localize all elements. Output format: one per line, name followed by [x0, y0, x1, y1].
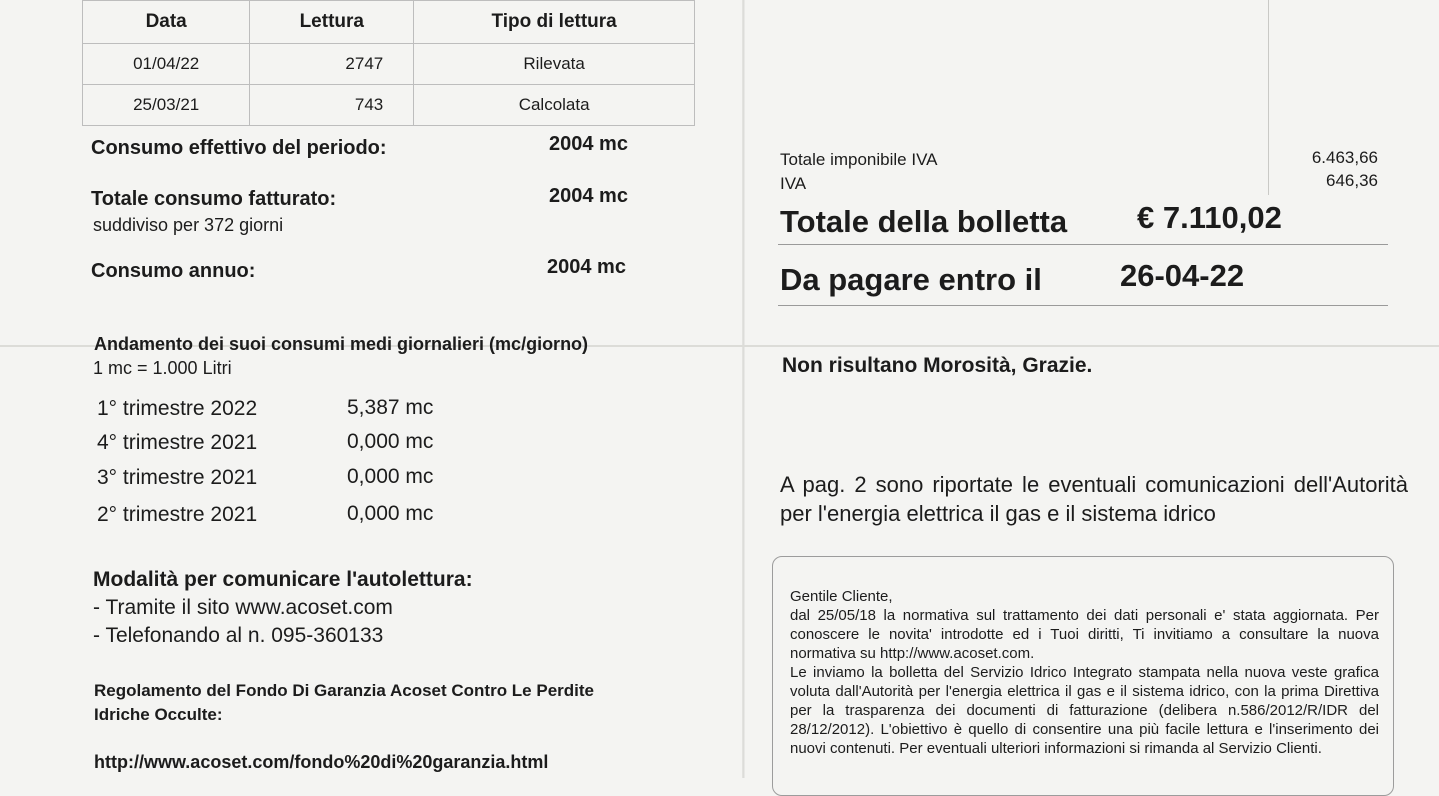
table-row: [83, 44, 695, 85]
due-separator: [778, 305, 1388, 306]
taxable-value: 6.463,66: [1311, 148, 1378, 167]
quarter-label: 3° trimestre 2021: [97, 466, 258, 489]
guarantee-fund-title-line1: Regolamento del Fondo Di Garanzia Acoset Contro Le Perdite: [94, 681, 594, 700]
bill-total-value: € 7.110,02: [1137, 200, 1282, 235]
self-reading-website: - Tramite il sito www.acoset.com: [93, 596, 393, 619]
quarter-label: 1° trimestre 2022: [97, 397, 258, 420]
readings-table: [82, 0, 695, 126]
arrears-message: Non risultano Morosità, Grazie.: [782, 354, 1093, 377]
quarter-value: 0,000 mc: [347, 430, 434, 453]
split-days-note: suddiviso per 372 giorni: [93, 215, 284, 235]
effective-consumption-label: Consumo effettivo del periodo:: [91, 137, 387, 159]
bill-total-label: Totale della bolletta: [780, 204, 1068, 239]
billed-consumption-label: Totale consumo fatturato:: [91, 188, 337, 210]
self-reading-title: Modalità per comunicare l'autolettura:: [93, 568, 473, 591]
taxable-label: Totale imponibile IVA: [780, 150, 938, 169]
header-reading-type: Tipo di lettura: [414, 1, 695, 44]
table-header-row: [83, 1, 695, 44]
header-reading: Lettura: [250, 1, 414, 44]
customer-notice-box: [772, 556, 1394, 796]
row-date: 01/04/22: [83, 44, 250, 85]
paper-fold-vertical: [742, 0, 745, 778]
row-reading: 2747: [250, 44, 414, 85]
annual-consumption-value: 2004 mc: [547, 256, 626, 278]
annual-consumption-label: Consumo annuo:: [91, 260, 256, 282]
liters-conversion: 1 mc = 1.000 Litri: [93, 358, 232, 378]
authority-info: A pag. 2 sono riportate le eventuali comunicazioni dell'Autorità per l'energia elettrica il gas e il sistema idrico: [780, 472, 1408, 526]
notice-greeting: Gentile Cliente,: [790, 588, 893, 605]
vat-value: 646,36: [1326, 171, 1378, 190]
row-reading: 743: [250, 85, 414, 126]
effective-consumption-value: 2004 mc: [549, 133, 628, 155]
due-date-label: Da pagare entro il: [780, 262, 1042, 297]
guarantee-fund-link[interactable]: http://www.acoset.com/fondo%20di%20garanzia.html: [94, 752, 549, 772]
daily-trend-title: Andamento dei suoi consumi medi giornalieri (mc/giorno): [94, 334, 589, 354]
billed-consumption-value: 2004 mc: [549, 185, 628, 207]
self-reading-phone: - Telefonando al n. 095-360133: [93, 624, 384, 647]
notice-paragraph-billing: Le inviamo la bolletta del Servizio Idrico Integrato stampata nella nuova veste grafica voluta dall'Autorità per l'energia elettrica il gas e il sistema idrico, con la prima Direttiva per la trasparenza dei documenti di fatturazione (delibera n.586/2012/R/IDR del 28/12/2012). L'obiettivo è quello di consentire una più facile lettura e l'inserimento dei nuovi contenuti. Per eventuali ulteriori informazioni si rimanda al Servizio Clienti.: [790, 664, 1379, 757]
vat-label: IVA: [780, 174, 807, 193]
quarter-label: 2° trimestre 2021: [97, 503, 258, 526]
row-date: 25/03/21: [83, 85, 250, 126]
table-row: [83, 85, 695, 126]
quarter-value: 5,387 mc: [347, 396, 434, 419]
due-date-value: 26-04-22: [1120, 258, 1245, 293]
quarter-label: 4° trimestre 2021: [97, 431, 258, 454]
guarantee-fund-title-line2: Idriche Occulte:: [94, 705, 223, 724]
quarter-value: 0,000 mc: [347, 502, 434, 525]
row-type: Calcolata: [414, 85, 695, 126]
row-type: Rilevata: [414, 44, 695, 85]
header-date: Data: [83, 1, 250, 44]
quarter-value: 0,000 mc: [347, 465, 434, 488]
total-separator: [778, 244, 1388, 245]
notice-paragraph-privacy: dal 25/05/18 la normativa sul trattamento dei dati personali e' stata aggiornata. Per conoscere le novita' introdotte ed i Tuoi diritti, Ti invitiamo a consultare la nuova normativa su http://www.acoset.com.: [790, 607, 1379, 662]
bleed-through-line: [1268, 0, 1269, 195]
